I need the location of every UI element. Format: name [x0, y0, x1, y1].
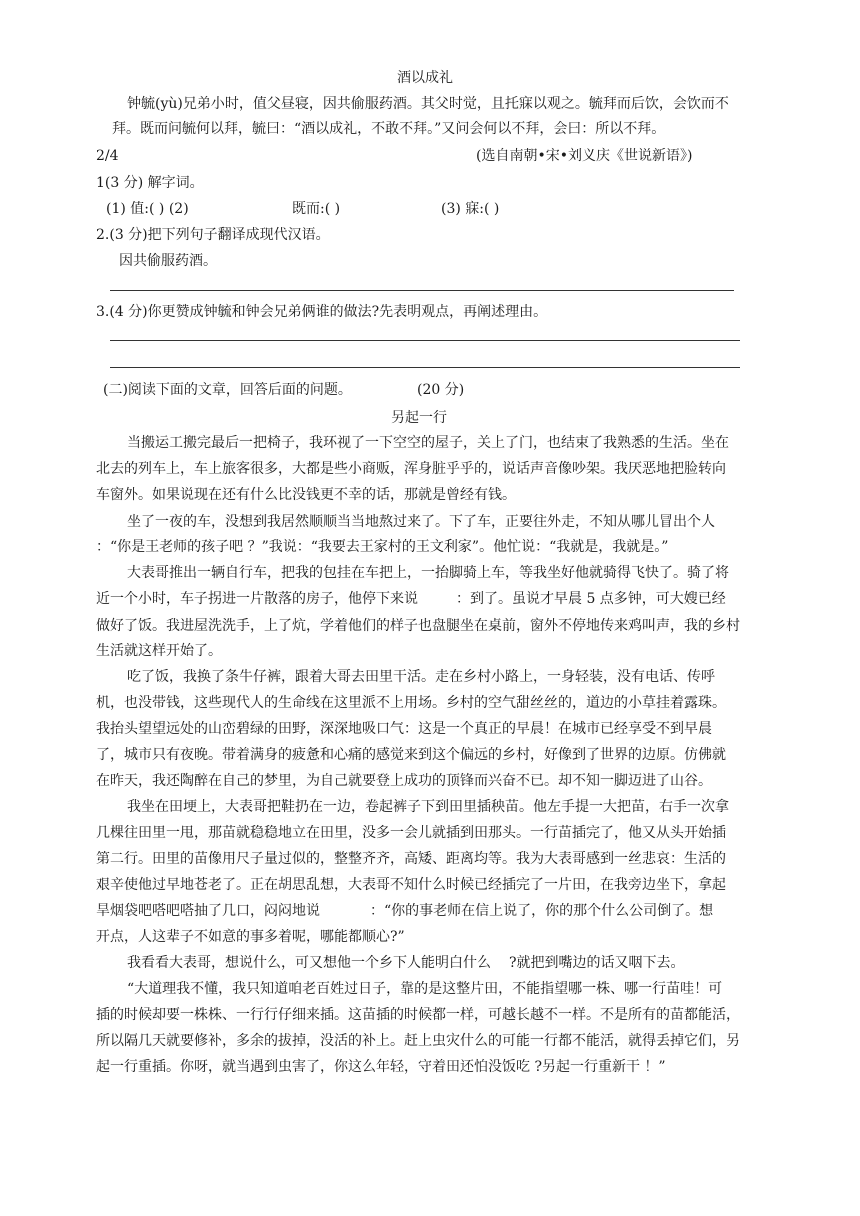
story-line: 生活就这样开始了。 — [96, 643, 222, 659]
story-line: 所以隔几天就要修补，多余的拔掉，没活的补上。赶上虫灾什么的可能一行都不能活，就得丢掉它们，另 — [96, 1033, 740, 1049]
question1-item2: 既而:( ) — [292, 201, 341, 217]
story-line: ：“你是王老师的孩子吧 ？”我说：“我要去王家村的王文利家”。他忙说：“我就是，我就是。” — [96, 539, 669, 555]
story-line-segment: 旱烟袋吧嗒吧嗒抽了几口，闷闷地说 — [96, 903, 320, 919]
story-line: 几棵往田里一甩，那苗就稳稳地立在田里，没多一会儿就插到田那头。一行苗插完了，他又从头开始插 — [96, 825, 726, 841]
story-line: 开点，人这辈子不如意的事多着呢，哪能都顺心?” — [96, 929, 405, 945]
story-line: 北去的列车上，车上旅客很多，大都是些小商贩，浑身脏乎乎的，说话声音像吵架。我厌恶地把脸转向 — [96, 461, 726, 477]
story-line: 我坐在田埂上，大表哥把鞋扔在一边，卷起裤子下到田里插秧苗。他左手提一大把苗，右手一次拿 — [127, 799, 729, 815]
story-line — [127, 953, 685, 973]
answer-line — [110, 290, 734, 291]
question2-sentence: 因共偷服药酒。 — [119, 253, 217, 269]
story-line: 艰辛使他过早地苍老了。正在胡思乱想，大表哥不知什么时候已经插完了一片田，在我旁边坐下，拿起 — [96, 877, 726, 893]
story-line: 做好了饭。我进屋洗洗手，上了炕，学着他们的样子也盘腿坐在桌前，窗外不停地传来鸡叫声，我的乡村 — [96, 618, 740, 634]
section2-heading: (二)阅读下面的文章，回答后面的问题。 — [103, 382, 352, 398]
story-line: 了，城市只有夜晚。带着满身的疲惫和心痛的感觉来到这个偏远的乡村，好像到了世界的边原。仿佛就 — [96, 747, 726, 763]
story-line-segment: ：到了。虽说才早晨 5 点多钟，可大嫂已经 — [456, 591, 726, 607]
passage1-source: (选自南朝•宋•刘义庆《世说新语》) — [476, 148, 693, 164]
story-line — [96, 901, 713, 921]
story-line: 吃了饭，我换了条牛仔裤，跟着大哥去田里干活。走在乡村小路上，一身轻装，没有电话、传呼 — [127, 669, 715, 685]
story-line-segment: ?就把到嘴边的话又咽下去。 — [509, 955, 685, 971]
section2-score: (20 分) — [417, 382, 465, 398]
question1-item3: (3) 寐:( ) — [441, 201, 500, 217]
story-line — [96, 589, 726, 609]
question1-item1: (1) 值:( ) (2) — [106, 201, 189, 217]
passage1-para-line2: 拜。既而问毓何以拜，毓曰：“酒以成礼，不敢不拜。”又问会何以不拜，会曰：所以不拜。 — [112, 121, 666, 137]
story-line: 车窗外。如果说现在还有什么比没钱更不幸的话，那就是曾经有钱。 — [96, 487, 516, 503]
story-line: 坐了一夜的车，没想到我居然顺顺当当地熬过来了。下了车，正要往外走，不知从哪儿冒出个人 — [127, 514, 715, 530]
story-line: 当搬运工搬完最后一把椅子，我环视了一下空空的屋子，关上了门，也结束了我熟悉的生活。坐在 — [127, 435, 729, 451]
story-line: 在昨天，我还陶醉在自己的梦里，为自己就要登上成功的顶锋而兴奋不已。却不知一脚迈进了山谷。 — [96, 773, 712, 789]
question2-stem: 2.(3 分)把下列句子翻译成现代汉语。 — [96, 227, 330, 243]
passage1-para-line1: 钟毓(yù)兄弟小时，值父昼寝，因共偷服药酒。其父时觉，且托寐以观之。毓拜而后饮，会饮而不 — [127, 96, 729, 112]
story-line: 第二行。田里的苗像用尺子量过似的，整整齐齐，高矮、距离均等。我为大表哥感到一丝悲哀：生活的 — [96, 851, 726, 867]
question1-stem: 1(3 分) 解字词。 — [96, 175, 204, 191]
passage1-title: 酒以成礼 — [397, 70, 453, 86]
story-line: 大表哥推出一辆自行车，把我的包挂在车把上，一抬脚骑上车，等我坐好他就骑得飞快了。骑了将 — [127, 565, 729, 581]
page-number: 2/4 — [96, 148, 119, 164]
story-line: 插的时候却要一株株、一行行仔细来插。这苗插的时候都一样，可越长越不一样。不是所有的苗都能活， — [96, 1007, 740, 1023]
story-line: 起一行重插。你呀，就当遇到虫害了，你这么年轻，守着田还怕没饭吃 ?另起一行重新干 ！” — [96, 1059, 666, 1075]
story-line-segment: 近一个小时，车子拐进一片散落的房子，他停下来说 — [96, 591, 418, 607]
story-line: “大道理我不懂，我只知道咱老百姓过日子，靠的是这整片田，不能指望哪一株、哪一行苗哇！可 — [127, 981, 723, 997]
answer-line — [110, 340, 740, 341]
story-title: 另起一行 — [391, 410, 447, 426]
story-line-segment: ：“你的事老师在信上说了，你的那个什么公司倒了。想 — [370, 903, 714, 919]
answer-line — [110, 367, 740, 368]
question3-stem: 3.(4 分)你更赞成钟毓和钟会兄弟俩谁的做法?先表明观点，再阐述理由。 — [96, 304, 548, 320]
story-line-segment: 我看看大表哥，想说什么，可又想他一个乡下人能明白什么 — [127, 955, 491, 971]
story-line: 机，也没带钱，这些现代人的生命线在这里派不上用场。乡村的空气甜丝丝的，道边的小草挂着露珠。 — [96, 695, 726, 711]
story-line: 我抬头望望远处的山峦碧绿的田野，深深地吸口气：这是一个真正的早晨！在城市已经享受不到早晨 — [96, 721, 712, 737]
